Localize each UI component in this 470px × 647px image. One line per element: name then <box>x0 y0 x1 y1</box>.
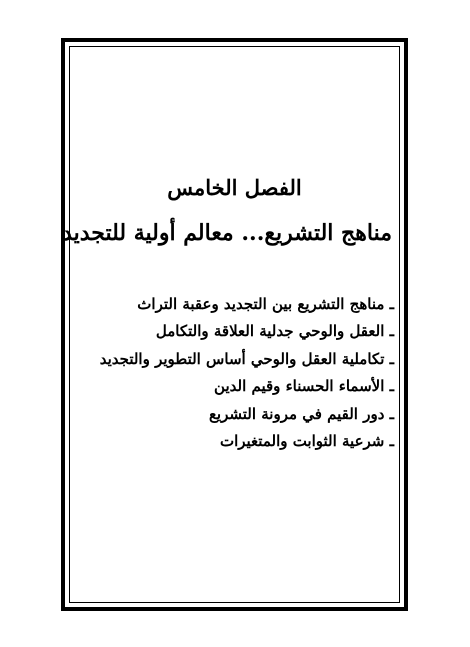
toc-item: ـ العقل والوحي جدلية العلاقة والتكامل <box>155 322 394 341</box>
chapter-title: الفصل الخامس <box>167 175 302 200</box>
toc-item: ـ شرعية الثوابت والمتغيرات <box>219 431 394 450</box>
toc-item: ـ مناهج التشريع بين التجديد وعقبة التراث <box>137 295 394 313</box>
toc-item: ـ تكاملية العقل والوحي أساس التطوير والتجديد <box>99 349 394 368</box>
chapter-contents-list <box>94 291 394 455</box>
toc-item: ـ الأسماء الحسناء وقيم الدين <box>214 377 394 396</box>
chapter-subtitle: مناهج التشريع... معالم أولية للتجديد <box>62 220 392 246</box>
toc-item: ـ دور القيم في مرونة التشريع <box>208 404 394 423</box>
